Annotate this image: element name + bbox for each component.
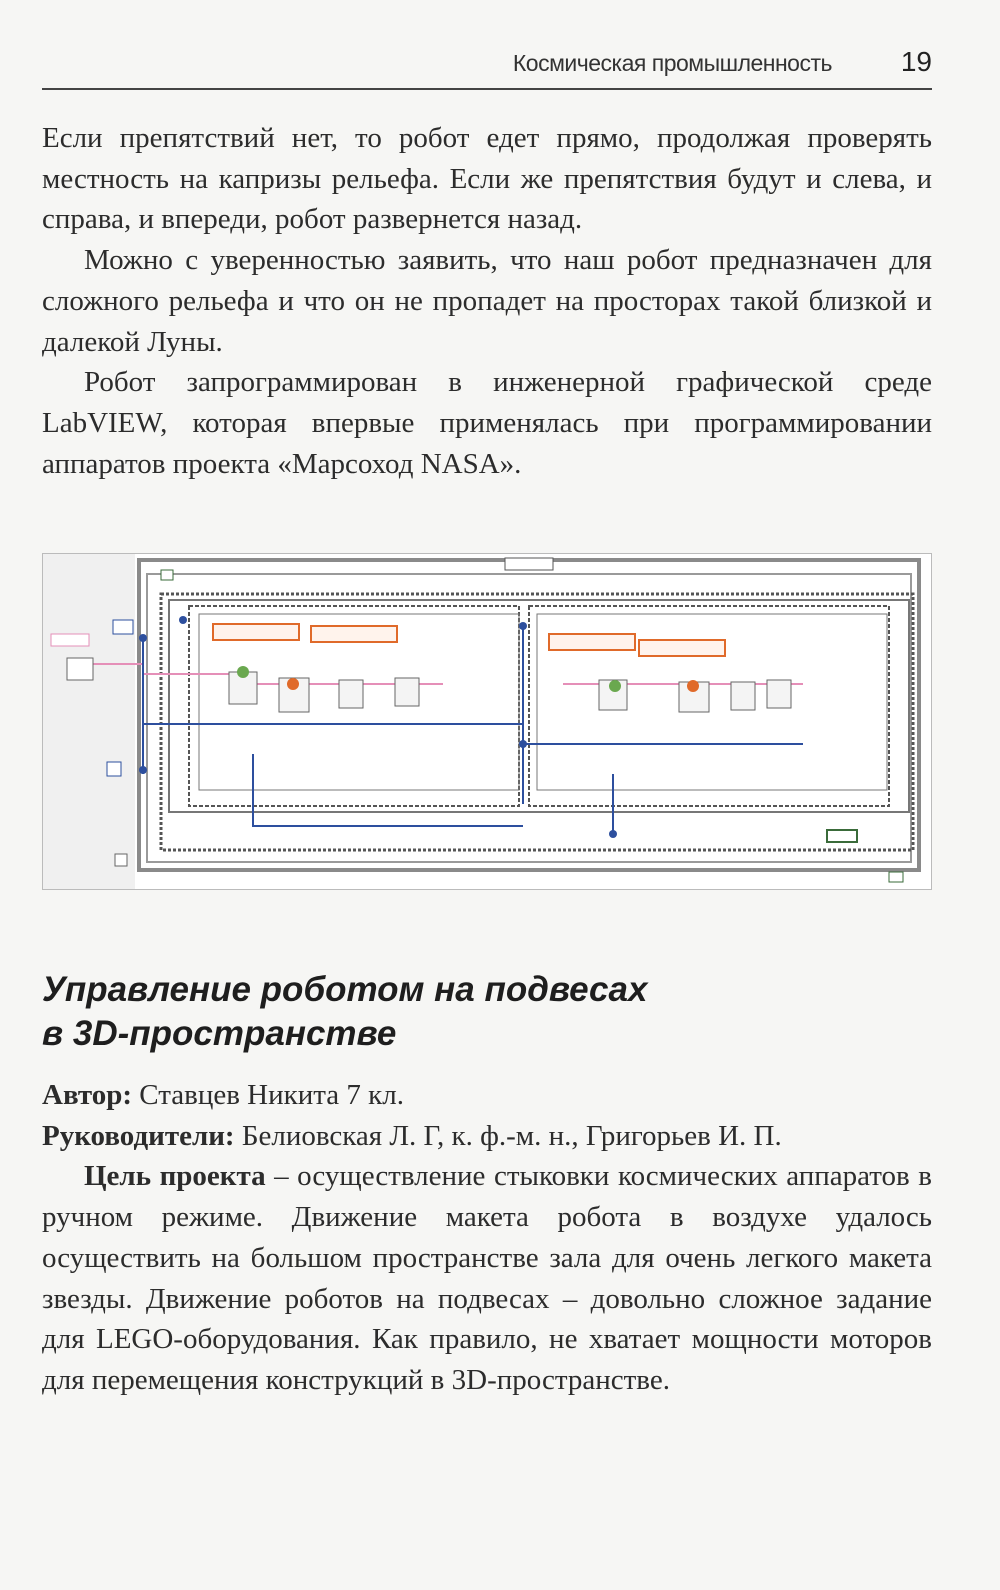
paragraph-1: Если препятствий нет, то робот едет прямо, продолжая проверять местность на капризы рельефа. Если же препятствия будут и слева, и справа, и впереди, робот развернется назад.	[42, 122, 932, 236]
running-title: Космическая промышленность	[512, 50, 832, 76]
top-text-block	[42, 118, 932, 484]
supervisors-value: Белиовская Л. Г, к. ф.-м. н., Григорьев И. П.	[241, 1119, 782, 1152]
paragraph-2: Можно с уверенностью заявить, что наш робот предназначен для сложного рельефа и что он не пропадет на просторах такой близкой и далекой Луны.	[42, 244, 932, 358]
section-text-block	[42, 1075, 932, 1401]
author-label: Автор:	[42, 1079, 133, 1111]
author-line	[42, 1075, 932, 1116]
author-value: Ставцев Никита 7 кл.	[139, 1079, 404, 1111]
labview-diagram-figure	[42, 553, 932, 890]
section-heading-line-1: Управление роботом на подвесах	[42, 970, 648, 1009]
goal-paragraph	[42, 1156, 932, 1400]
labview-block-diagram	[43, 554, 931, 889]
supervisors-label: Руководители:	[42, 1119, 235, 1152]
page-number: 19	[900, 46, 932, 77]
supervisors-line	[42, 1116, 932, 1157]
section-heading	[42, 968, 932, 1056]
running-header	[42, 44, 932, 90]
section-heading-line-2: в 3D-пространстве	[42, 1014, 397, 1053]
goal-text: – осуществление стыковки космических аппаратов в ручном режиме. Движение макета робота в воздухе удалось осуществить на большом пространстве зала для очень легкого макета звезды. Движение роботов на подвесах – довольно сложное задание для LEGO-оборудования. Как правило, не хватает мощности моторов для перемещения конструкций в 3D-пространстве.	[42, 1160, 932, 1396]
paragraph-3: Робот запрограммирован в инженерной графической среде LabVIEW, которая впервые применялась при программировании аппаратов проекта «Марсоход NASA».	[42, 366, 932, 480]
goal-label: Цель проекта	[84, 1160, 266, 1193]
